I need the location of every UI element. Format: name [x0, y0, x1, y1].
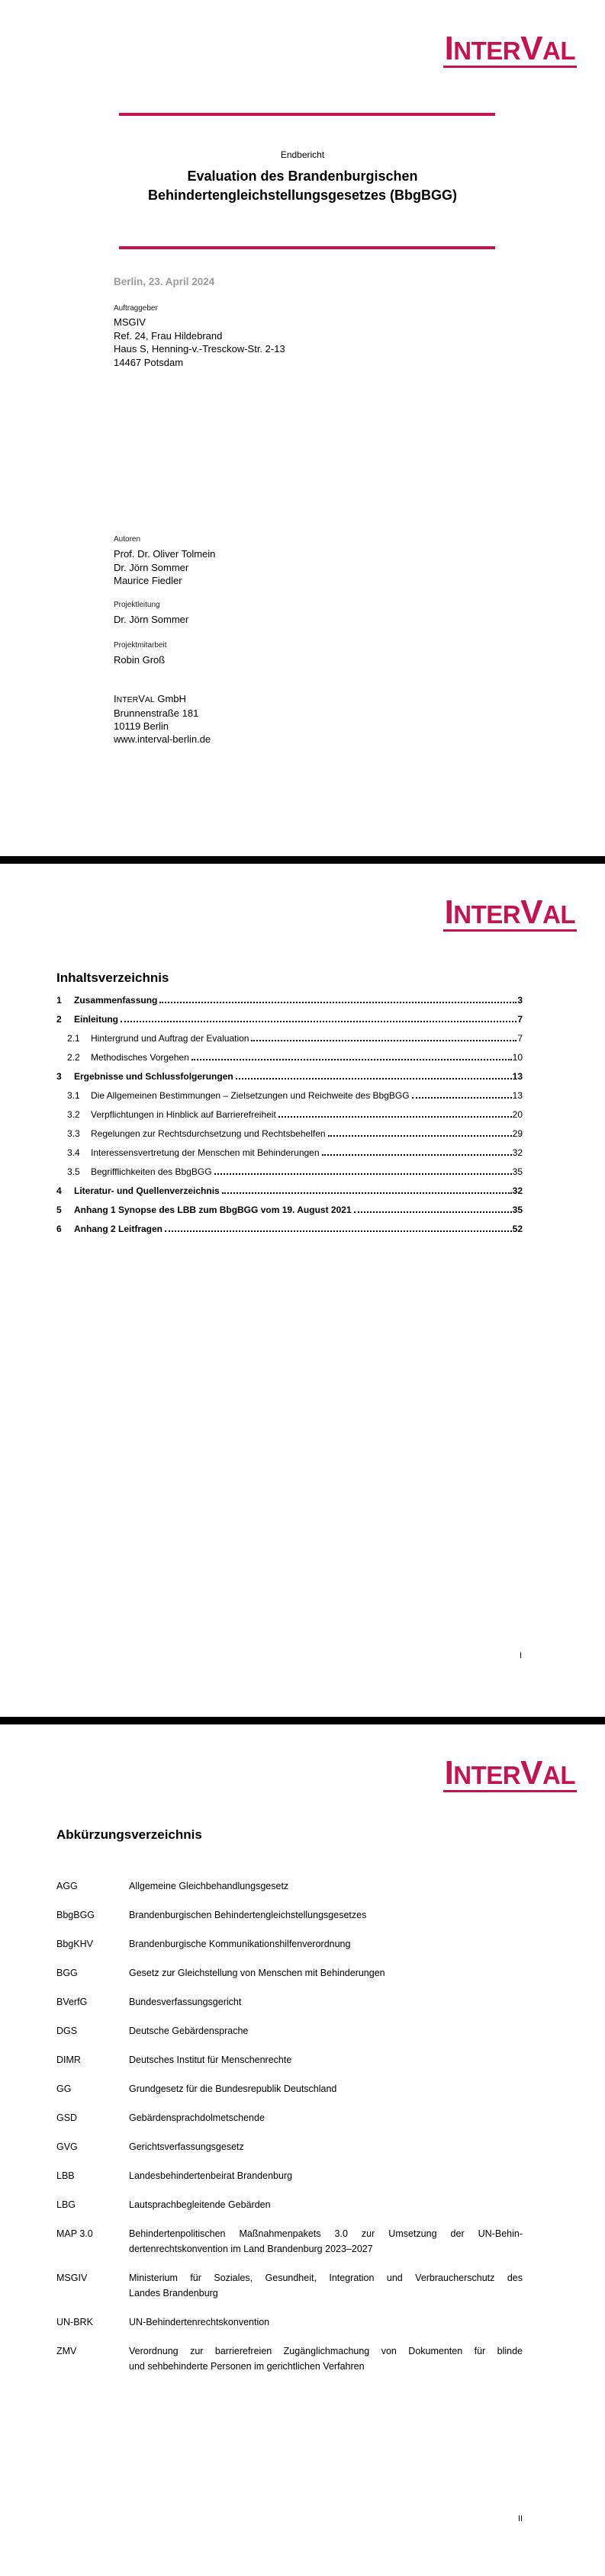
client-label: Auftraggeber — [114, 304, 158, 313]
toc-entry-label: Einleitung — [74, 1014, 118, 1025]
abbreviation-definition-line: Grundgesetz für die Bundesrepublik Deutschland — [129, 2084, 337, 2094]
interval-logo — [443, 32, 577, 68]
abbreviation-row — [56, 2226, 523, 2257]
abbreviation-definition — [129, 1994, 523, 2010]
abbreviation-definition — [129, 2197, 523, 2212]
company-website-link[interactable] — [114, 733, 211, 746]
abbreviations-list — [56, 1878, 523, 2388]
toc-dot-leader — [412, 1097, 512, 1099]
toc-entry-number: 5 — [56, 1205, 62, 1215]
toc-dot-leader — [251, 1040, 517, 1041]
toc-entry-number: 2.1 — [67, 1033, 80, 1044]
toc-entry-page: 7 — [517, 1014, 523, 1025]
abbreviation-definition — [129, 2081, 523, 2096]
toc-entry-label: Methodisches Vorgehen — [91, 1052, 189, 1063]
interval-logo — [443, 1756, 577, 1792]
abbreviation-definition — [129, 2168, 523, 2183]
toc-dot-leader — [159, 1002, 517, 1003]
abbreviation-row — [56, 2315, 523, 2330]
report-title — [0, 167, 605, 205]
toc-entry-label: Hintergrund und Auftrag der Evaluation — [91, 1033, 249, 1044]
abbreviation-term: DIMR — [56, 2055, 81, 2065]
logo-letters: AL — [542, 1761, 575, 1789]
toc-entry[interactable] — [56, 994, 523, 1007]
project-staff: Robin Groß — [114, 654, 166, 666]
abbreviation-term: BbgBGG — [56, 1910, 95, 1920]
toc-dot-leader — [236, 1078, 512, 1079]
toc-dot-leader — [165, 1230, 512, 1232]
client-line: Ref. 24, Frau Hildebrand — [114, 329, 223, 342]
abbreviation-term: AGG — [56, 1881, 78, 1891]
toc-entry[interactable] — [56, 1185, 523, 1198]
toc-entry-number: 3.2 — [67, 1109, 80, 1120]
toc-entry[interactable] — [56, 1128, 523, 1140]
report-title-line2: Behindertengleichstellungsgesetzes (BbgBGG) — [147, 188, 458, 203]
abbreviation-term: LBG — [56, 2199, 76, 2210]
report-date: Berlin, 23. April 2024 — [114, 276, 215, 287]
toc-entry-number: 2.2 — [67, 1052, 80, 1063]
toc-entry-label: Begrifflichkeiten des BbgBGG — [91, 1166, 212, 1177]
abbreviation-row — [56, 2343, 523, 2374]
toc-entry-number: 6 — [56, 1224, 62, 1234]
company-name-part: NTER — [116, 695, 139, 704]
author: Prof. Dr. Oliver Tolmein — [114, 548, 216, 560]
page-separator — [0, 1717, 605, 1724]
abbreviation-definition-line: Landesbehindertenbeirat Brandenburg — [129, 2170, 293, 2181]
company-name-part: AL — [144, 695, 155, 704]
abbreviation-definition-line: Allgemeine Gleichbehandlungsgesetz — [129, 1881, 289, 1891]
company-street: Brunnenstraße 181 — [114, 707, 199, 719]
abbreviation-definition — [129, 1965, 523, 1981]
abbreviation-definition-line: Lautsprachbegleitende Gebärden — [129, 2199, 271, 2210]
toc-entry-page: 10 — [512, 1052, 523, 1063]
company-name-part: V — [138, 693, 145, 704]
abbreviation-definition-line: Behindertenpolitischen Maßnahmenpakets 3.0 zur Umsetzung der UN-Behin- — [129, 2228, 523, 2239]
abbreviation-term: UN-BRK — [56, 2317, 93, 2327]
toc-entry-number: 3.3 — [67, 1128, 80, 1139]
toc-dot-leader — [328, 1135, 512, 1137]
toc-entry[interactable] — [56, 1223, 523, 1236]
abbreviation-row — [56, 2110, 523, 2125]
toc-entry-number: 3.5 — [67, 1166, 80, 1177]
toc-entry-label: Verpflichtungen in Hinblick auf Barrierefreiheit — [91, 1109, 276, 1120]
toc-entry[interactable] — [56, 1051, 523, 1064]
abbreviation-row — [56, 2168, 523, 2183]
toc-entry-page: 7 — [517, 1033, 523, 1044]
abbreviation-row — [56, 1994, 523, 2010]
abbreviation-definition-line: Gerichtsverfassungsgesetz — [129, 2141, 244, 2152]
project-lead-label: Projektleitung — [114, 601, 160, 609]
abbreviation-definition — [129, 1878, 523, 1894]
toc-entry-number: 1 — [56, 995, 62, 1006]
abbreviation-definition-line: Verordnung zur barrierefreien Zugänglichmachung von Dokumenten für blinde — [129, 2346, 523, 2356]
abbreviation-row — [56, 2270, 523, 2301]
abbreviation-row — [56, 2052, 523, 2068]
logo-letter: I — [444, 30, 454, 67]
toc-entry-page: 35 — [512, 1166, 523, 1177]
toc-entry-label: Zusammenfassung — [74, 995, 158, 1006]
abbreviation-definition-line: dertenrechtskonvention im Land Brandenburg 2023–2027 — [129, 2244, 373, 2254]
abbreviation-row — [56, 2023, 523, 2039]
toc-dot-leader — [121, 1021, 517, 1022]
toc-entry-page: 20 — [512, 1109, 523, 1120]
logo-letters: AL — [542, 37, 575, 65]
page-separator — [0, 856, 605, 864]
abbreviation-definition-line: Gebärdensprachdolmetschende — [129, 2112, 265, 2123]
abbreviation-row — [56, 2081, 523, 2096]
toc-dot-leader — [278, 1116, 512, 1118]
company-address — [114, 692, 211, 746]
abbreviation-term: GSD — [56, 2112, 78, 2123]
title-rule-top — [119, 113, 495, 116]
abbreviation-definition-line: Landes Brandenburg — [129, 2288, 218, 2299]
abbreviation-definition — [129, 2052, 523, 2068]
abbreviation-term: LBB — [56, 2170, 75, 2181]
abbreviation-definition — [129, 2343, 523, 2374]
abbreviation-term: BVerfG — [56, 1997, 88, 2007]
abbreviation-definition-line: Deutsche Gebärdensprache — [129, 2026, 249, 2036]
toc-dot-leader — [322, 1154, 512, 1156]
abbreviations-page — [0, 1724, 605, 2576]
abbreviation-definition-line: Ministerium für Soziales, Gesundheit, Integration und Verbraucherschutz des — [129, 2273, 523, 2283]
toc-entry-page: 3 — [517, 995, 523, 1006]
authors-list — [114, 547, 215, 588]
abbreviation-term: GG — [56, 2084, 72, 2094]
toc-entry-page: 32 — [512, 1185, 523, 1196]
logo-letter: V — [520, 30, 542, 67]
cover-page — [0, 0, 605, 856]
abbreviation-definition — [129, 2315, 523, 2330]
abbreviation-definition — [129, 1936, 523, 1952]
client-line: 14467 Potsdam — [114, 356, 184, 368]
toc-entry-page: 35 — [512, 1205, 523, 1215]
client-line: MSGIV — [114, 316, 146, 328]
toc-entry-label: Die Allgemeinen Bestimmungen – Zielsetzungen und Reichweite des BbgBGG — [91, 1090, 410, 1101]
toc-dot-leader — [191, 1059, 512, 1060]
toc-entry-label: Anhang 2 Leitfragen — [74, 1224, 163, 1234]
abbreviation-row — [56, 1936, 523, 1952]
logo-letter: V — [520, 893, 542, 931]
toc-entry-number: 3.4 — [67, 1147, 80, 1158]
abbreviation-definition-line: Brandenburgische Kommunikationshilfenverordnung — [129, 1939, 351, 1949]
logo-letter: I — [444, 893, 454, 931]
abbreviation-term: MSGIV — [56, 2273, 88, 2283]
toc-entry-page: 29 — [512, 1128, 523, 1139]
company-city: 10119 Berlin — [114, 720, 169, 732]
abbreviation-definition — [129, 1907, 523, 1923]
logo-letters: NTER — [453, 1761, 521, 1789]
abbreviation-term: BbgKHV — [56, 1939, 93, 1949]
toc-entry-page: 52 — [512, 1224, 523, 1234]
abbreviation-definition-line: Gesetz zur Gleichstellung von Menschen mit Behinderungen — [129, 1968, 385, 1978]
toc-list — [56, 994, 523, 1242]
abbreviation-row — [56, 1965, 523, 1981]
abbreviation-term: DGS — [56, 2026, 78, 2036]
abbreviation-row — [56, 1907, 523, 1923]
abbreviation-definition — [129, 2139, 523, 2154]
abbreviation-definition — [129, 2023, 523, 2039]
logo-letters: AL — [542, 900, 575, 929]
abbreviations-heading: Abkürzungsverzeichnis — [56, 1827, 202, 1842]
logo-letters: NTER — [453, 900, 521, 929]
abbreviation-definition-line: Bundesverfassungsgericht — [129, 1997, 242, 2007]
toc-entry[interactable] — [56, 1013, 523, 1026]
logo-letter: V — [520, 1754, 542, 1792]
client-line: Haus S, Henning-v.-Tresckow-Str. 2-13 — [114, 343, 285, 354]
report-title-line1: Evaluation des Brandenburgischen — [187, 168, 418, 184]
toc-dot-leader — [222, 1192, 512, 1194]
abbreviation-definition-line: UN-Behindertenrechtskonvention — [129, 2317, 270, 2327]
project-lead: Dr. Jörn Sommer — [114, 614, 189, 625]
company-name — [114, 692, 211, 707]
author: Dr. Jörn Sommer — [114, 561, 189, 573]
toc-entry-label: Anhang 1 Synopse des LBB zum BbgBGG vom 19. August 2021 — [74, 1205, 352, 1215]
toc-entry[interactable] — [56, 1147, 523, 1160]
author: Maurice Fiedler — [114, 575, 182, 586]
toc-dot-leader — [214, 1173, 512, 1175]
toc-entry[interactable] — [56, 1108, 523, 1121]
abbreviation-row — [56, 2197, 523, 2212]
toc-entry-page: 32 — [512, 1147, 523, 1158]
toc-entry-page: 13 — [512, 1071, 523, 1082]
abbreviation-definition-line: Brandenburgischen Behindertengleichstellungsgesetzes — [129, 1910, 367, 1920]
logo-letters: NTER — [453, 37, 521, 65]
title-rule-bottom — [119, 246, 495, 249]
toc-dot-leader — [354, 1211, 512, 1213]
company-name-part: I — [114, 693, 117, 704]
abbreviation-term: BGG — [56, 1968, 78, 1978]
toc-entry-page: 13 — [512, 1090, 523, 1101]
page-number: I — [520, 1651, 523, 1660]
toc-entry-number: 3 — [56, 1071, 62, 1082]
toc-entry-number: 2 — [56, 1014, 62, 1025]
abbreviation-definition-line: Deutsches Institut für Menschenrechte — [129, 2055, 292, 2065]
page-number: II — [518, 2514, 523, 2523]
abbreviation-definition — [129, 2110, 523, 2125]
toc-entry[interactable] — [56, 1204, 523, 1217]
toc-entry[interactable] — [56, 1070, 523, 1083]
toc-entry-label: Regelungen zur Rechtsdurchsetzung und Rechtsbehelfen — [91, 1128, 326, 1139]
toc-entry-number: 4 — [56, 1185, 62, 1196]
abbreviation-term: ZMV — [56, 2346, 77, 2356]
toc-page — [0, 864, 605, 1717]
toc-entry[interactable] — [56, 1032, 523, 1045]
client-address — [114, 316, 285, 369]
abbreviation-definition — [129, 2226, 523, 2257]
project-staff-label: Projektmitarbeit — [114, 641, 167, 650]
toc-entry-label: Literatur- und Quellenverzeichnis — [74, 1185, 220, 1196]
report-type: Endbericht — [280, 149, 325, 160]
abbreviation-term: MAP 3.0 — [56, 2228, 93, 2239]
authors-label: Autoren — [114, 535, 141, 544]
abbreviation-definition-line: und sehbehinderte Personen im gerichtlichen Verfahren — [129, 2361, 365, 2372]
toc-entry[interactable] — [56, 1166, 523, 1179]
abbreviation-row — [56, 1878, 523, 1894]
toc-entry-number: 3.1 — [67, 1090, 80, 1101]
abbreviation-row — [56, 2139, 523, 2154]
interval-logo — [443, 893, 577, 932]
company-name-suffix: GmbH — [154, 693, 186, 704]
toc-entry[interactable] — [56, 1089, 523, 1102]
abbreviation-definition — [129, 2270, 523, 2301]
company-website[interactable]: www.interval-berlin.de — [114, 733, 211, 745]
abbreviation-term: GVG — [56, 2141, 78, 2152]
toc-heading: Inhaltsverzeichnis — [56, 970, 169, 985]
logo-letter: I — [444, 1754, 454, 1792]
toc-entry-label: Interessensvertretung der Menschen mit Behinderungen — [91, 1147, 320, 1158]
toc-entry-label: Ergebnisse und Schlussfolgerungen — [74, 1071, 233, 1082]
